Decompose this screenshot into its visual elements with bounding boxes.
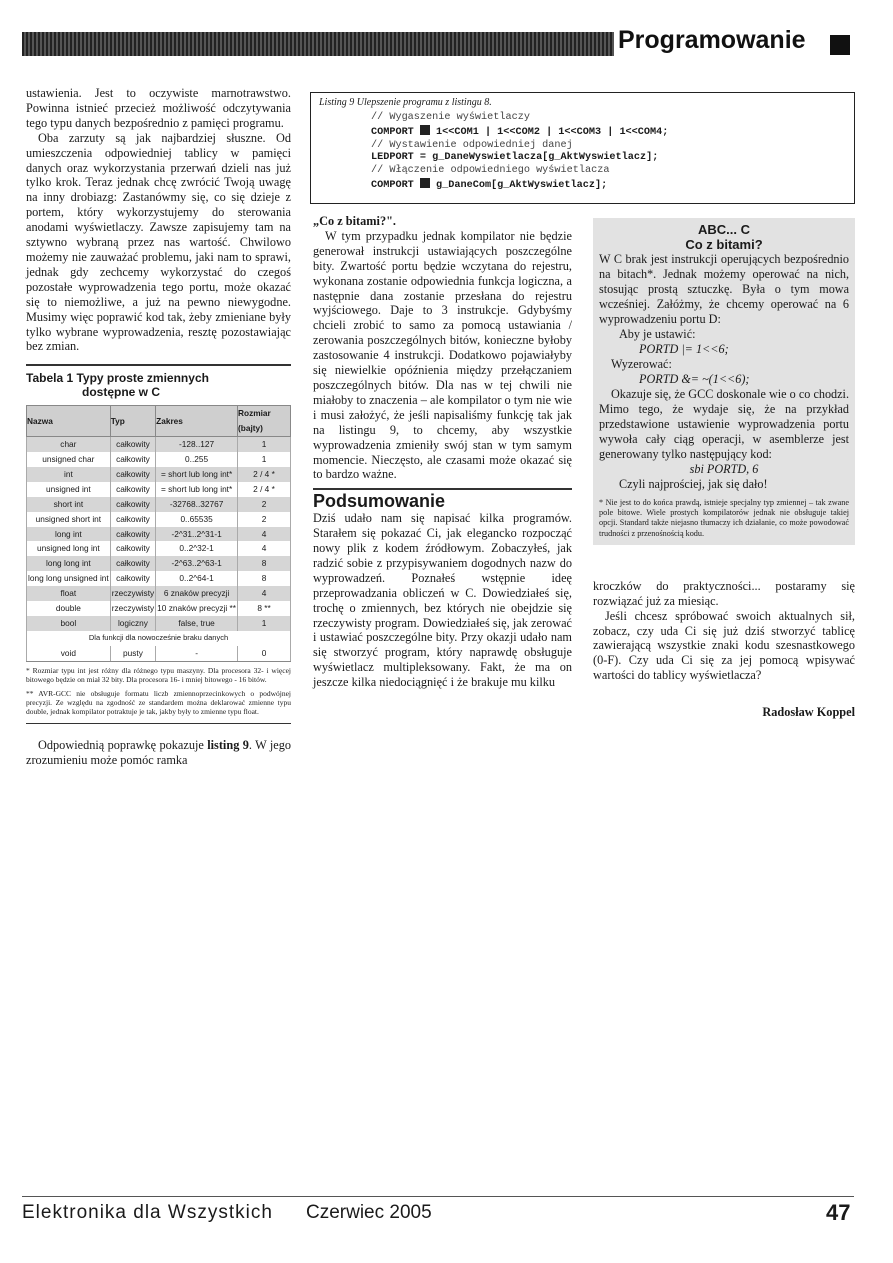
table-cell: 0..2^32-1 [156, 541, 238, 556]
code-snippet: PORTD &= ~(1<<6); [639, 372, 750, 386]
table-cell: całkowity [110, 541, 155, 556]
table-cell: 2 [238, 497, 291, 512]
issue-date: Czerwiec 2005 [306, 1202, 432, 1223]
table-cell: całkowity [110, 437, 155, 452]
table-cell: 0 [238, 646, 291, 661]
code-text: 1<<COM1 | 1<<COM2 | 1<<COM3 | 1<<COM4; [429, 126, 669, 138]
table-cell: int [27, 467, 111, 482]
table-row [27, 556, 291, 571]
code-line: // Włączenie odpowiedniego wyświetlacza [371, 165, 610, 177]
table-cell: 0..2^64-1 [156, 571, 238, 586]
table-cell: = short lub long int* [156, 482, 238, 497]
paragraph: Dziś udało nam się napisać kilka programów. Starałem się pokazać Ci, jak elegancko rozpocząć nowy plik z kodem źródłowym. Zobaczyłeś, jak radzić sobie z przypisywaniem dogodnych nazw do wyprowadzeń. Poznałeś wstępnie ideę przeprowadzania obliczeń w C. Dowiedziałeś się, trochę o zmiennych, bez których nie obejdzie się rzeczywisty program. Dowiedziałeś się, jak zerować i ustawiać poszczególne bity. Przy okazji udało nam się stworzyć program, który naprawdę obsługuje wyświetlacz multipleksowany. Fakt, że ma on jeszcze kilka niedociągnięć i że brakuje mu kilku [313, 511, 572, 690]
paragraph: Czyli najprościej, jak się dało! [619, 477, 768, 491]
table-cell: 4 [238, 541, 291, 556]
table-cell: bool [27, 616, 111, 631]
table-cell: unsigned char [27, 452, 111, 467]
table-cell: 1 [238, 616, 291, 631]
table-cell: -2^63..2^63-1 [156, 556, 238, 571]
table-cell: 2 / 4 * [238, 467, 291, 482]
table-cell: float [27, 586, 111, 601]
table-row [27, 437, 291, 452]
table-cell: 4 [238, 586, 291, 601]
author-signature: Radosław Koppel [762, 705, 855, 720]
code-text: g_DaneCom[g_AktWyswietlacz]; [429, 179, 608, 191]
code-line: // Wystawienie odpowiedniej danej [371, 139, 573, 151]
listing-title: Listing 9 Ulepszenie programu z listingu 8. [319, 97, 492, 108]
table-header: Nazwa [27, 406, 111, 437]
paragraph: ustawienia. Jest to oczywiste marnotrawstwo. Powinna istnieć przecież możliwość odczytywania tego typu danych bezpośrednio z pamięci programu. [26, 86, 291, 130]
paragraph: Aby je ustawić: [619, 327, 696, 341]
table-cell: 2 [238, 512, 291, 527]
table-note: ** AVR-GCC nie obsługuje formatu liczb zmiennoprzecinkowych o podwójnej precyzji. Ze względu na zgodność ze standardem można deklarować zmienne typu double, jednak kompilator potraktuje je tak, jakby były to zmienne typu float. [26, 688, 291, 717]
column-3 [593, 218, 855, 720]
table-cell: 1 [238, 437, 291, 452]
operator-mark-icon [420, 125, 430, 135]
code-line [319, 178, 846, 193]
paragraph: Jeśli chcesz spróbować swoich aktualnych sił, zobacz, czy uda Ci się już dziś stworzyć tablicę zawierającą wszystkie znaki kodu szesnastkowego (0-F). Czy uda Ci się za jej pomocą wpisywać wartości do tablicy wyświetlacza? [593, 608, 855, 683]
table-cell: całkowity [110, 497, 155, 512]
table-cell: całkowity [110, 571, 155, 586]
text-run-bold: listing 9 [207, 737, 249, 752]
table-note: * Rozmiar typu int jest różny dla różnego typu maszyny. Dla procesora 32- i więcej bitowego będzie on miał 32 bity. Dla procesora 16- i mniej bitowego - 16 bitów. [26, 665, 291, 685]
table-title-line2: dostępne w C [82, 385, 161, 400]
header-bar [22, 32, 614, 56]
table-cell: long long int [27, 556, 111, 571]
table-cell: całkowity [110, 512, 155, 527]
table-title [26, 364, 291, 399]
paragraph-lead: „Co z bitami?". [313, 214, 396, 228]
table-cell: - [156, 646, 238, 661]
table-cell: 6 znaków precyzji [156, 586, 238, 601]
table-cell: pusty [110, 646, 155, 661]
table-cell: 8 ** [238, 601, 291, 616]
table-cell: całkowity [110, 467, 155, 482]
table-cell: char [27, 437, 111, 452]
table-row [27, 527, 291, 542]
paragraph: Okazuje się, że GCC doskonale wie o co chodzi. Mimo tego, że wydaje się, że na przykład przedstawione ustawienie wyprowadzenia portu wywoła cały ciąg operacji, w asemblerze jest generowany tylko następujący kod: [599, 387, 849, 461]
table-cell: -32768..32767 [156, 497, 238, 512]
section-heading: Podsumowanie [313, 488, 572, 509]
table-cell: rzeczywisty [110, 586, 155, 601]
divider [26, 723, 291, 724]
table-header: Rozmiar (bajty) [238, 406, 291, 437]
types-table [26, 405, 291, 661]
table-row [27, 467, 291, 482]
table-cell: 10 znaków precyzji ** [156, 601, 238, 616]
box-footnote: * Nie jest to do końca prawdą, istnieje specjalny typ zmiennej – tak zwane pole bitowe. Wiele prostych kompilatorów jednak nie obsługuje takiej opcji. Standard także niejasno tłumaczy ich działanie, co może powodować trudności z przenośnością kodu. [599, 498, 849, 538]
table-row [27, 571, 291, 586]
table-header: Typ [110, 406, 155, 437]
box-title: ABC... C [698, 222, 750, 237]
table-cell: Dla funkcji dla nowocześnie braku danych [27, 631, 291, 646]
table-cell: 2 / 4 * [238, 482, 291, 497]
table-row [27, 482, 291, 497]
table-cell: całkowity [110, 527, 155, 542]
paragraph: Wyzerować: [611, 357, 672, 371]
table-cell: short int [27, 497, 111, 512]
listing-9 [310, 92, 855, 204]
table-row [27, 586, 291, 601]
table-cell: 8 [238, 556, 291, 571]
table-cell: long int [27, 527, 111, 542]
sidebar-box [593, 218, 855, 545]
table-cell: 0..65535 [156, 512, 238, 527]
table-cell: unsigned long int [27, 541, 111, 556]
paragraph: Oba zarzuty są jak najbardziej słuszne. Od umieszczenia odpowiedniej tablicy w pamięci danych oraz wykorzystania przerwań dzieli nas już tylko krok. Teraz jednak chcę zwrócić Twoją uwagę na inny drobiazg: Zastanówmy się, co się dzieje z portem, który wykorzystujemy do sterowania anodami wyświetlaczy. Zawsze zapisujemy tam na sztywno wybraną przez nas wartość. Chwilowo możemy nie zauważać problemu, jaki nam to sprawi, jednak gdy zechcemy wykorzystać do czegoś pozostałe wyprowadzenia tego portu, może okazać się to niemożliwe, a już na pewno niewygodne. Musimy więc poprawić kod tak, żeby zmieniane były tylko wybrane wyprowadzenia, resztę pozostawiając bez zmian. [26, 130, 291, 354]
magazine-name: Elektronika dla Wszystkich [22, 1202, 273, 1223]
code-snippet: PORTD |= 1<<6; [639, 342, 729, 356]
table-row [27, 631, 291, 646]
table-title-line1: Tabela 1 Typy proste zmiennych [26, 371, 209, 386]
table-cell: całkowity [110, 556, 155, 571]
table-row [27, 601, 291, 616]
table-cell: 1 [238, 452, 291, 467]
table-cell: = short lub long int* [156, 467, 238, 482]
table-row [27, 512, 291, 527]
column-1 [26, 86, 291, 768]
section-title: Programowanie [618, 26, 806, 54]
table-cell: false, true [156, 616, 238, 631]
table-row [27, 497, 291, 512]
column-2 [313, 214, 572, 690]
table-row [27, 541, 291, 556]
table-row [27, 646, 291, 661]
table-cell: 0..255 [156, 452, 238, 467]
paragraph: W C brak jest instrukcji operujących bezpośrednio na bitach*. Jednak możemy operować na nich, stosując prostą sztuczkę. Była o tym mowa wcześniej. Załóżmy, że chcemy operować na 6 wyprowadzeniu portu D: [599, 252, 849, 326]
table-cell: 4 [238, 527, 291, 542]
code-line: // Wygaszenie wyświetlaczy [371, 112, 530, 123]
code-line [319, 125, 846, 140]
table-cell: całkowity [110, 452, 155, 467]
header-square-mark [830, 35, 850, 55]
paragraph: kroczków do praktyczności... postaramy się rozwiązać już za miesiąc. [593, 578, 855, 608]
footer-divider [22, 1196, 854, 1197]
table-cell: rzeczywisty [110, 601, 155, 616]
table-header: Zakres [156, 406, 238, 437]
table-cell: logiczny [110, 616, 155, 631]
paragraph: W tym przypadku jednak kompilator nie będzie generował instrukcji ustawiających poszczególne bity. Zwartość portu będzie wczytana do rejestru, wykonana zostanie odpowiednia funkcja logiczna, a następnie dana zostanie przesłana do rejestru wyjściowego. Daje to 3 instrukcje. Gdybyśmy chcieli zrobić to samo za pomocą ustawiania / zerowania poszczególnych bitów, konieczne byłoby zastosowanie 4 instrukcji. Dodatkowo pojawiałyby się niewielkie opóźnienia między przełączaniem poszczególnych bitów. Dla nas w tej chwili nie miałoby to znaczenia – ale kompilator o tym nie wie i musi założyć, że jeśli napisaliśmy funkcję tak jak na listingu 9, to chcemy, aby wszystkie wyprowadzenia zmieniły swój stan w tym samym momencie. Nieczęsto, ale czasami może okazać się to bardzo ważne. [313, 228, 572, 482]
table-cell: double [27, 601, 111, 616]
table-row [27, 452, 291, 467]
paragraph [26, 738, 291, 768]
table-cell: 8 [238, 571, 291, 586]
table-cell: -128..127 [156, 437, 238, 452]
table-cell: -2^31..2^31-1 [156, 527, 238, 542]
table-cell: long long unsigned int [27, 571, 111, 586]
operator-mark-icon [420, 178, 430, 188]
page-number: 47 [826, 1200, 851, 1225]
table-cell: unsigned int [27, 482, 111, 497]
box-subtitle: Co z bitami? [685, 237, 763, 252]
table-cell: void [27, 646, 111, 661]
table-cell: całkowity [110, 482, 155, 497]
table-row [27, 616, 291, 631]
code-text: COMPORT [371, 179, 420, 191]
text-run: Odpowiednią poprawkę pokazuje [38, 737, 208, 752]
text-run: . W jego zrozumieniu może pomóc ramka [26, 737, 291, 767]
code-text: COMPORT [371, 126, 420, 138]
table-cell: unsigned short int [27, 512, 111, 527]
code-line: LEDPORT = g_DaneWyswietlacza[g_AktWyswietlacz]; [371, 152, 659, 164]
code-snippet: sbi PORTD, 6 [689, 462, 759, 476]
